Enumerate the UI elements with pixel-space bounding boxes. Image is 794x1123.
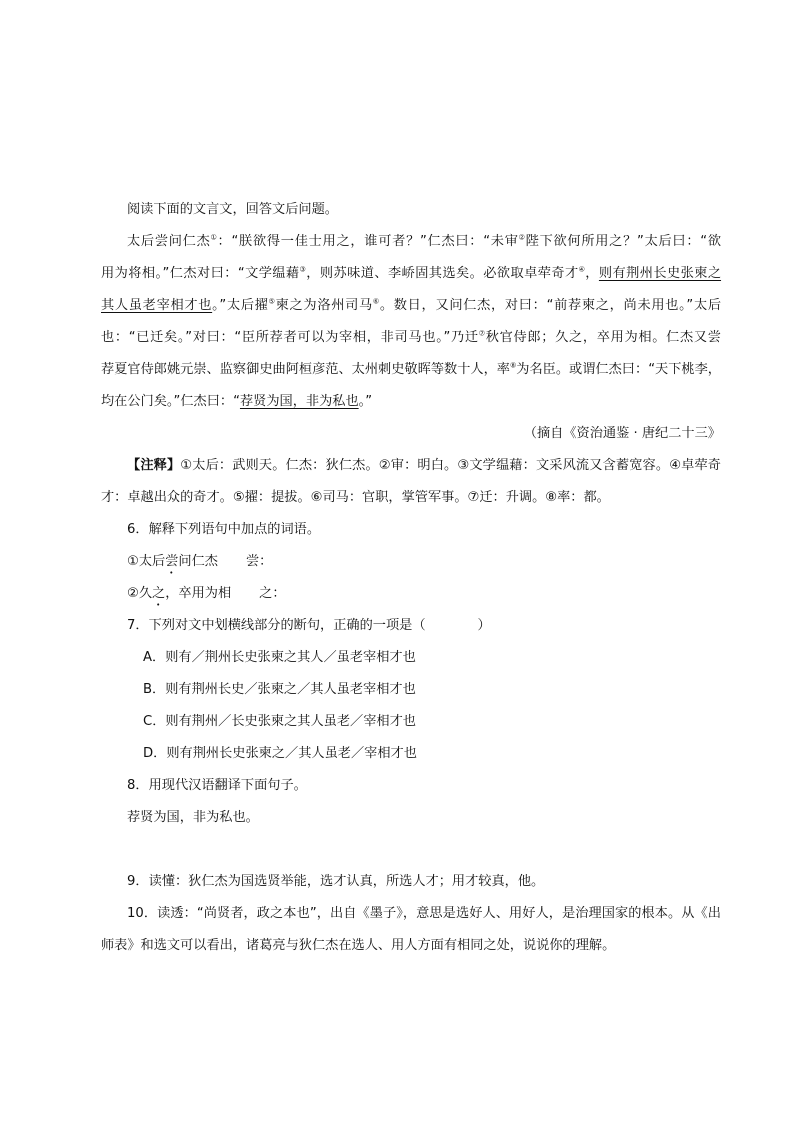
question-7-option-b[interactable]: B．则有荆州长史／张柬之／其人虽老宰相才也 xyxy=(143,682,416,697)
footnote-mark: ⑤ xyxy=(268,297,276,306)
question-7-option-d[interactable]: D．则有荆州长史张柬之／其人虽老／宰相才也 xyxy=(143,746,417,761)
answer-slot[interactable]: 尝： xyxy=(245,554,273,569)
document-body xyxy=(101,194,721,962)
question-10-line-1: 10．读透：“尚贤者，政之本也”，出自《墨子》，意思是选好人、用好人，是治理国家的根本。从《出 xyxy=(127,906,721,921)
question-6-item-1: ①太后尝问仁杰 尝： xyxy=(127,554,273,569)
passage-line-3: 其人虽老宰相才也。”太后擢⑤柬之为洛州司马⑥。数日，又问仁杰，对曰：“前荐柬之，尚未用也。”太后 xyxy=(101,297,722,313)
question-8-stem: 8．用现代汉语翻译下面句子。 xyxy=(127,778,307,793)
footnote-mark: ⑧ xyxy=(509,361,517,370)
question-7-option-c[interactable]: C．则有荆州／长史张柬之其人虽老／宰相才也 xyxy=(143,714,416,729)
footnote-mark: ③ xyxy=(299,265,307,274)
passage-line-1: 太后尝问仁杰①：“朕欲得一佳士用之，谁可者？”仁杰曰：“未审②陛下欲何所用之？”太后曰：“欲 xyxy=(127,233,722,249)
notes-line-1: 【注释】①太后：武则天。仁杰：狄仁杰。②审：明白。③文学缊藉：文采风流又含蓄宽容。④卓荦奇 xyxy=(127,458,721,473)
footnote-mark: ⑦ xyxy=(478,329,486,338)
underlined-segment: 其人虽老宰相才也 xyxy=(101,298,213,313)
question-9: 9．读懂：狄仁杰为国选贤举能，选才认真，所选人才；用才较真，他。 xyxy=(127,874,545,889)
underlined-sentence: 荐贤为国，非为私也 xyxy=(239,394,359,409)
footnote-mark: ② xyxy=(518,233,526,242)
question-7-stem: 7．下列对文中划横线部分的断句，正确的一项是（ ） xyxy=(127,618,491,633)
dotted-word: 之 xyxy=(152,586,166,601)
passage-line-6: 均在公门矣。”仁杰曰：“荐贤为国，非为私也。” xyxy=(101,394,373,409)
footnote-mark: ④ xyxy=(578,265,586,274)
question-6-item-2: ②久之，卒用为相 之： xyxy=(127,586,286,601)
notes-line-2: 才：卓越出众的奇才。⑤擢：提拔。⑥司马：官职，掌管军事。⑦迁：升调。⑧率：都。 xyxy=(101,490,610,505)
question-10-line-2: 师表》和选文可以看出，诸葛亮与狄仁杰在选人、用人方面有相同之处，说说你的理解。 xyxy=(101,938,616,953)
notes-label: 【注释】 xyxy=(127,458,181,473)
question-6-stem: 6．解释下列语句中加点的词语。 xyxy=(127,522,321,537)
spacer xyxy=(101,834,721,866)
underlined-segment: 则有荆州长史张柬之 xyxy=(598,266,722,281)
question-8-sentence: 荐贤为国，非为私也。 xyxy=(127,810,259,825)
passage-line-4: 也：“已迁矣。”对曰：“臣所荐者可以为宰相，非司马也。”乃迁⑦秋官侍郎；久之，卒用为相。仁杰又尝 xyxy=(101,329,721,345)
answer-slot[interactable]: 之： xyxy=(259,586,286,601)
passage-line-2: 用为将相。”仁杰对曰：“文学缊藉③，则苏味道、李峤固其选矣。必欲取卓荦奇才④，则有荆州长史张柬之 xyxy=(101,265,722,281)
passage-line-5: 荐夏官侍郎姚元崇、监察御史曲阿桓彦范、太州刺史敬晖等数十人，率⑧为名臣。或谓仁杰曰：“天下桃李， xyxy=(101,361,721,377)
reading-instruction: 阅读下面的文言文，回答文后问题。 xyxy=(127,202,338,217)
footnote-mark: ① xyxy=(210,233,218,242)
footnote-mark: ⑥ xyxy=(372,297,380,306)
dotted-word: 尝 xyxy=(165,554,179,569)
passage-source: （摘自《资治通鉴 · 唐纪二十三》 xyxy=(523,426,721,441)
question-7-option-a[interactable]: A．则有／荆州长史张柬之其人／虽老宰相才也 xyxy=(143,650,416,665)
